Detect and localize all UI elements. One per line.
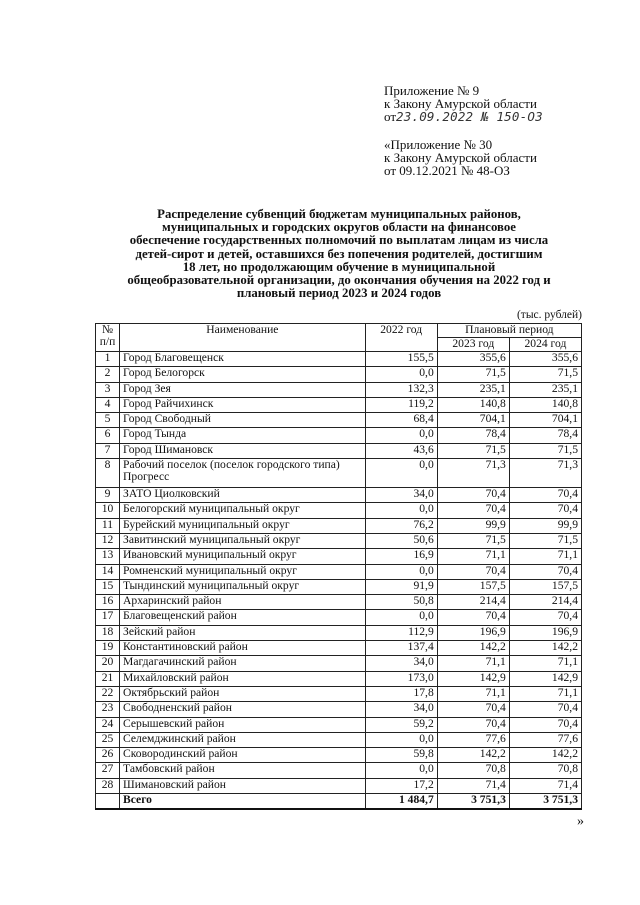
row-value-2023: 71,5 [437, 443, 509, 458]
row-value-2024: 70,4 [509, 610, 581, 625]
row-value-2024: 71,1 [509, 656, 581, 671]
row-name: Город Зея [120, 382, 366, 397]
row-number: 2 [96, 367, 120, 382]
row-value-2024: 70,4 [509, 488, 581, 503]
table-row [96, 488, 582, 503]
row-value-2023: 142,9 [437, 671, 509, 686]
table-row [96, 702, 582, 717]
row-number: 4 [96, 397, 120, 412]
row-value-2024: 71,5 [509, 367, 581, 382]
row-number: 1 [96, 352, 120, 367]
row-value-2024: 71,1 [509, 686, 581, 701]
row-value-2024: 70,4 [509, 702, 581, 717]
row-value-2022: 0,0 [365, 459, 437, 488]
appendix-new-date [384, 110, 543, 123]
table-row [96, 625, 582, 640]
table-row [96, 656, 582, 671]
row-number: 16 [96, 595, 120, 610]
row-value-2023: 70,4 [437, 503, 509, 518]
table-row [96, 459, 582, 488]
table-row [96, 641, 582, 656]
row-value-2024: 235,1 [509, 382, 581, 397]
row-name: Тамбовский район [120, 763, 366, 778]
row-name: Свободненский район [120, 702, 366, 717]
row-number: 7 [96, 443, 120, 458]
row-name: Завитинский муниципальный округ [120, 533, 366, 548]
row-value-2023: 70,4 [437, 564, 509, 579]
row-value-2023: 355,6 [437, 352, 509, 367]
row-number: 11 [96, 518, 120, 533]
row-number: 6 [96, 428, 120, 443]
title-line: плановый период 2023 и 2024 годов [236, 286, 442, 301]
table-row [96, 717, 582, 732]
total-blank-cell [96, 794, 120, 810]
row-value-2024: 71,3 [509, 459, 581, 488]
table-row [96, 397, 582, 412]
row-value-2024: 196,9 [509, 625, 581, 640]
row-number: 20 [96, 656, 120, 671]
appendix-new-line2: к Закону Амурской области [384, 96, 537, 111]
row-value-2023: 71,1 [437, 656, 509, 671]
row-value-2023: 70,4 [437, 610, 509, 625]
row-number: 15 [96, 579, 120, 594]
row-name: Шимановский район [120, 778, 366, 793]
row-name: Зейский район [120, 625, 366, 640]
row-value-2023: 196,9 [437, 625, 509, 640]
row-value-2022: 76,2 [365, 518, 437, 533]
row-name: Магдагачинский район [120, 656, 366, 671]
row-value-2023: 142,2 [437, 748, 509, 763]
row-name: Город Благовещенск [120, 352, 366, 367]
table-row [96, 732, 582, 747]
row-number: 19 [96, 641, 120, 656]
row-number: 25 [96, 732, 120, 747]
row-value-2022: 112,9 [365, 625, 437, 640]
row-name: Город Тында [120, 428, 366, 443]
row-value-2024: 71,4 [509, 778, 581, 793]
row-value-2022: 50,8 [365, 595, 437, 610]
row-value-2024: 78,4 [509, 428, 581, 443]
row-value-2024: 70,8 [509, 763, 581, 778]
row-name: Селемджинский район [120, 732, 366, 747]
appendix-new-line1: Приложение № 9 [384, 83, 480, 98]
table-row [96, 503, 582, 518]
row-number: 12 [96, 533, 120, 548]
row-number: 3 [96, 382, 120, 397]
row-name: Город Свободный [120, 413, 366, 428]
row-value-2022: 34,0 [365, 656, 437, 671]
row-number: 23 [96, 702, 120, 717]
row-number: 9 [96, 488, 120, 503]
table-total-row [96, 794, 582, 810]
row-name: Сковородинский район [120, 748, 366, 763]
appendix-old-block [384, 138, 537, 177]
row-value-2024: 71,1 [509, 549, 581, 564]
row-value-2023: 70,4 [437, 717, 509, 732]
closing-quote: » [577, 814, 584, 829]
header-2023: 2023 год [437, 338, 509, 352]
table-row [96, 778, 582, 793]
table-row [96, 610, 582, 625]
header-2022: 2022 год [365, 324, 437, 352]
header-plan-period: Плановый период [437, 324, 581, 338]
table-row [96, 443, 582, 458]
total-value-2024: 3 751,3 [509, 794, 581, 810]
row-name: Город Шимановск [120, 443, 366, 458]
row-number: 28 [96, 778, 120, 793]
row-value-2024: 214,4 [509, 595, 581, 610]
table-row [96, 413, 582, 428]
total-label: Всего [120, 794, 366, 810]
row-value-2024: 142,9 [509, 671, 581, 686]
title-line: 18 лет, но продолжающим обучение в муниципальной [182, 259, 496, 274]
row-value-2022: 59,8 [365, 748, 437, 763]
header-2024: 2024 год [509, 338, 581, 352]
table-row [96, 533, 582, 548]
row-name: Октябрьский район [120, 686, 366, 701]
row-number: 14 [96, 564, 120, 579]
row-number: 21 [96, 671, 120, 686]
title-line: обеспечение государственных полномочий по выплатам лицам из числа [129, 233, 549, 248]
row-value-2023: 235,1 [437, 382, 509, 397]
table-row [96, 564, 582, 579]
row-value-2023: 71,5 [437, 533, 509, 548]
row-value-2024: 71,5 [509, 533, 581, 548]
row-value-2023: 99,9 [437, 518, 509, 533]
row-value-2024: 157,5 [509, 579, 581, 594]
row-value-2023: 71,5 [437, 367, 509, 382]
table-row [96, 382, 582, 397]
row-value-2023: 70,8 [437, 763, 509, 778]
row-value-2022: 50,6 [365, 533, 437, 548]
row-name: Серышевский район [120, 717, 366, 732]
row-name: Рабочий поселок (поселок городского типа) Прогресс [120, 459, 366, 488]
row-value-2024: 142,2 [509, 641, 581, 656]
row-number: 22 [96, 686, 120, 701]
row-value-2022: 43,6 [365, 443, 437, 458]
row-value-2024: 355,6 [509, 352, 581, 367]
row-value-2022: 0,0 [365, 610, 437, 625]
row-value-2023: 78,4 [437, 428, 509, 443]
table-row [96, 686, 582, 701]
row-value-2023: 71,3 [437, 459, 509, 488]
row-number: 8 [96, 459, 120, 488]
row-value-2023: 140,8 [437, 397, 509, 412]
row-value-2023: 157,5 [437, 579, 509, 594]
row-number: 17 [96, 610, 120, 625]
row-number: 5 [96, 413, 120, 428]
table-header-row [96, 324, 582, 338]
subsidy-table [95, 323, 582, 810]
appendix-new-date-prefix: от [384, 109, 397, 124]
row-number: 27 [96, 763, 120, 778]
row-name: Бурейский муниципальный округ [120, 518, 366, 533]
row-value-2023: 70,4 [437, 488, 509, 503]
table-row [96, 367, 582, 382]
row-value-2023: 71,4 [437, 778, 509, 793]
appendix-old-line2: к Закону Амурской области [384, 150, 537, 165]
total-value-2023: 3 751,3 [437, 794, 509, 810]
appendix-new-block [384, 84, 543, 123]
row-name: Белогорский муниципальный округ [120, 503, 366, 518]
row-number: 10 [96, 503, 120, 518]
row-value-2022: 0,0 [365, 367, 437, 382]
appendix-old-line1: «Приложение № 30 [384, 137, 493, 152]
title-line: Распределение субвенций бюджетам муниципальных районов, [157, 207, 521, 221]
document-title [96, 208, 582, 300]
table-row [96, 579, 582, 594]
row-name: Благовещенский район [120, 610, 366, 625]
row-value-2022: 34,0 [365, 488, 437, 503]
title-line: общеобразовательной организации, до окончания обучения на 2022 год и [127, 273, 551, 288]
row-value-2022: 132,3 [365, 382, 437, 397]
row-number: 26 [96, 748, 120, 763]
header-num-line1: № [101, 323, 114, 336]
row-value-2024: 99,9 [509, 518, 581, 533]
row-name: Город Райчихинск [120, 397, 366, 412]
row-name: Тындинский муниципальный округ [120, 579, 366, 594]
row-value-2023: 71,1 [437, 549, 509, 564]
row-value-2022: 59,2 [365, 717, 437, 732]
row-name: Ромненский муниципальный округ [120, 564, 366, 579]
row-value-2022: 137,4 [365, 641, 437, 656]
row-name: ЗАТО Циолковский [120, 488, 366, 503]
row-number: 18 [96, 625, 120, 640]
row-value-2022: 173,0 [365, 671, 437, 686]
row-value-2024: 70,4 [509, 564, 581, 579]
handwritten-date-number: 23.09.2022 № 150-ОЗ [396, 109, 543, 124]
row-value-2023: 704,1 [437, 413, 509, 428]
table-row [96, 549, 582, 564]
row-name: Константиновский район [120, 641, 366, 656]
row-value-2024: 704,1 [509, 413, 581, 428]
table-row [96, 352, 582, 367]
row-value-2022: 34,0 [365, 702, 437, 717]
table-row [96, 763, 582, 778]
total-value-2022: 1 484,7 [365, 794, 437, 810]
row-name: Ивановский муниципальный округ [120, 549, 366, 564]
row-value-2022: 16,9 [365, 549, 437, 564]
row-value-2022: 68,4 [365, 413, 437, 428]
row-value-2024: 140,8 [509, 397, 581, 412]
row-number: 24 [96, 717, 120, 732]
row-name: Михайловский район [120, 671, 366, 686]
row-value-2022: 0,0 [365, 732, 437, 747]
row-value-2024: 71,5 [509, 443, 581, 458]
row-value-2023: 142,2 [437, 641, 509, 656]
unit-label: (тыс. рублей) [516, 309, 582, 321]
header-num [96, 324, 120, 352]
row-name: Архаринский район [120, 595, 366, 610]
header-num-line2: п/п [99, 335, 116, 348]
table-row [96, 595, 582, 610]
row-value-2023: 214,4 [437, 595, 509, 610]
row-value-2023: 71,1 [437, 686, 509, 701]
row-value-2022: 0,0 [365, 564, 437, 579]
row-value-2022: 17,2 [365, 778, 437, 793]
appendix-old-line3: от 09.12.2021 № 48-ОЗ [384, 163, 510, 178]
title-line: муниципальных и городских округов области на финансовое [162, 220, 516, 235]
row-value-2022: 91,9 [365, 579, 437, 594]
row-value-2023: 77,6 [437, 732, 509, 747]
row-value-2022: 155,5 [365, 352, 437, 367]
row-name: Город Белогорск [120, 367, 366, 382]
table-row [96, 428, 582, 443]
table-row [96, 748, 582, 763]
table-row [96, 518, 582, 533]
row-value-2024: 77,6 [509, 732, 581, 747]
row-value-2023: 70,4 [437, 702, 509, 717]
row-value-2022: 0,0 [365, 763, 437, 778]
row-number: 13 [96, 549, 120, 564]
row-value-2022: 0,0 [365, 503, 437, 518]
row-value-2024: 142,2 [509, 748, 581, 763]
header-name: Наименование [120, 324, 366, 352]
row-value-2024: 70,4 [509, 503, 581, 518]
table-row [96, 671, 582, 686]
title-line: детей-сирот и детей, оставшихся без попечения родителей, достигшим [135, 246, 543, 261]
row-value-2022: 17,8 [365, 686, 437, 701]
row-value-2024: 70,4 [509, 717, 581, 732]
row-value-2022: 119,2 [365, 397, 437, 412]
row-value-2022: 0,0 [365, 428, 437, 443]
